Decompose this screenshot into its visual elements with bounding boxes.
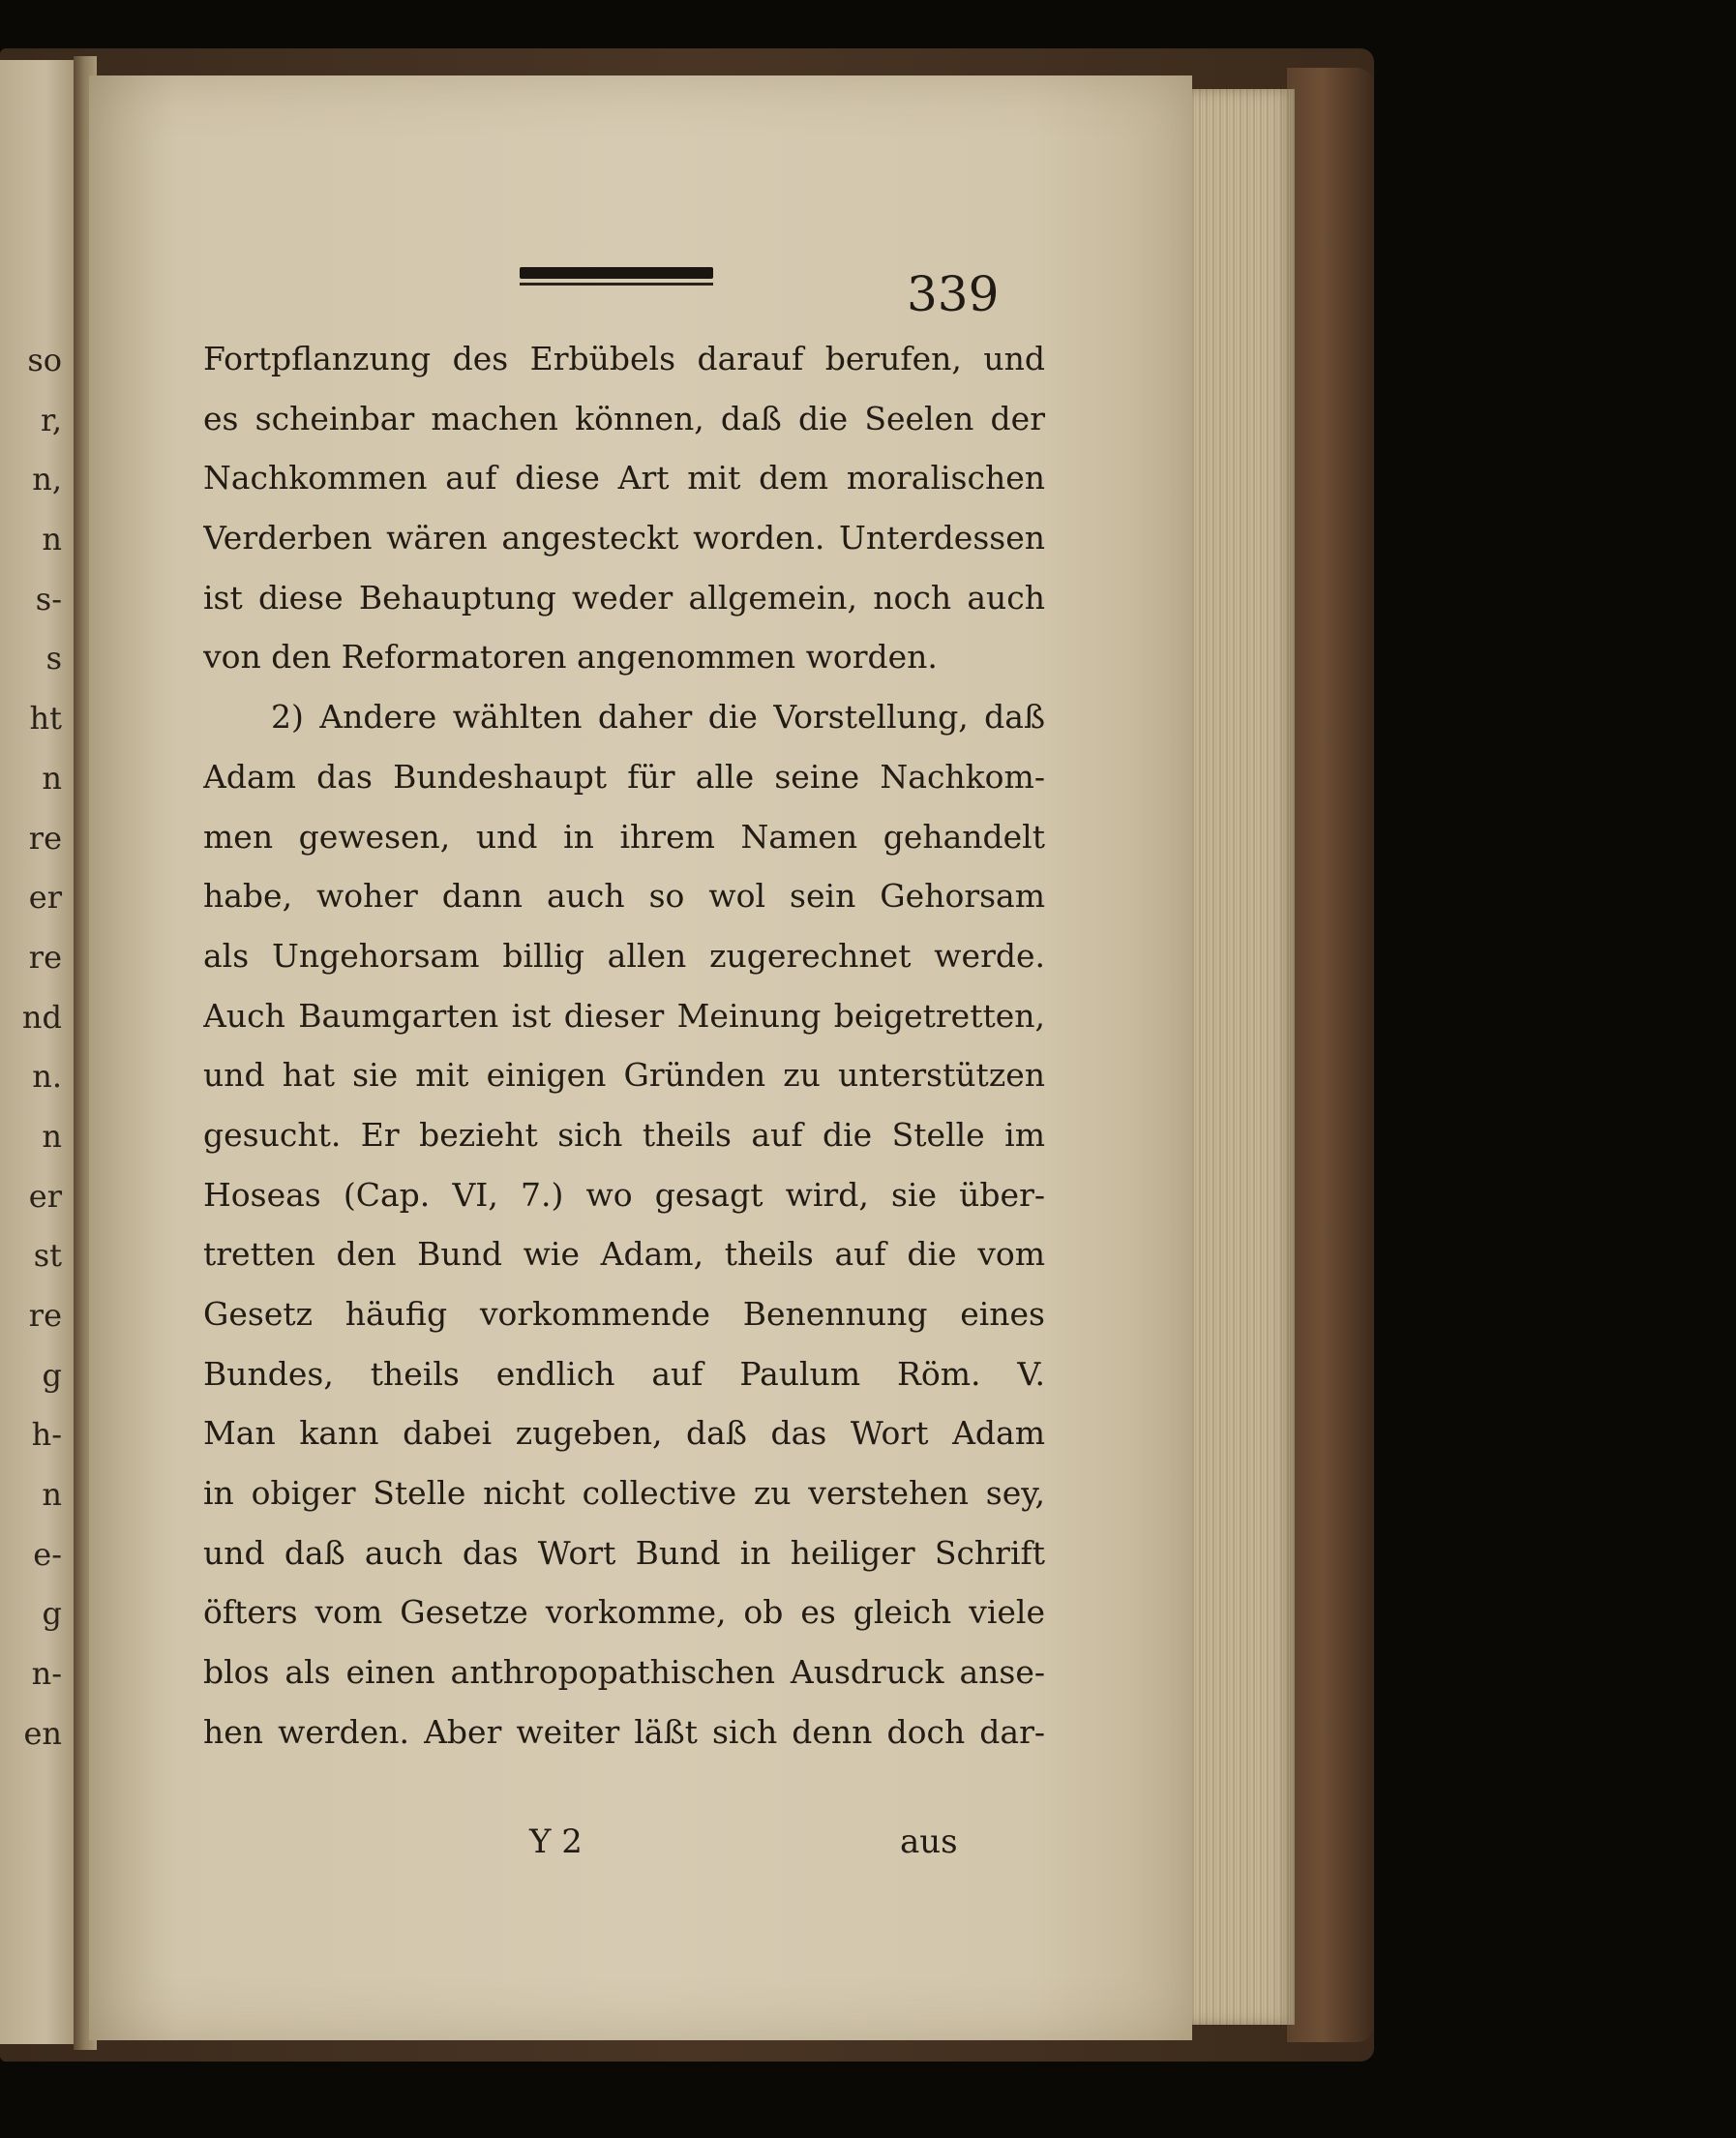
text-line: gesucht. Er bezieht sich theils auf die Stelle im <box>203 1115 1045 1154</box>
text-line: Bundes, theils endlich auf Paulum Röm. V. <box>203 1354 1045 1393</box>
left-page <box>0 60 75 2044</box>
left-line-end: re <box>28 938 62 976</box>
header-rule-thin <box>520 283 713 286</box>
left-line-end: g <box>42 1356 62 1394</box>
left-line-end: re <box>28 819 62 857</box>
text-line: Gesetz häufig vorkommende Benennung eines <box>203 1295 1045 1333</box>
text-line: Fortpflanzung des Erbübels darauf berufen, und <box>203 340 1045 377</box>
text-line: es scheinbar machen können, daß die Seelen der <box>203 399 1045 437</box>
text-line: als Ungehorsam billig allen zugerechnet werde. <box>203 936 1045 975</box>
left-line-end: n, <box>32 461 62 498</box>
text-line: 2) Andere wählten daher die Vorstellung, daß <box>271 698 1045 737</box>
text-line: hen werden. Aber weiter läßt sich denn doch dar- <box>203 1712 1045 1751</box>
left-line-end: st <box>33 1237 62 1275</box>
left-line-end: r, <box>41 401 62 438</box>
text-line: öfters vom Gesetze vorkomme, ob es gleich viele <box>203 1593 1045 1632</box>
left-line-end: s- <box>35 580 62 617</box>
text-line: Verderben wären angesteckt worden. Unterdessen <box>203 519 1045 557</box>
left-line-end: er <box>28 879 62 917</box>
left-line-end: g <box>42 1595 62 1633</box>
right-page <box>89 75 1192 2040</box>
left-line-end: nd <box>21 998 62 1036</box>
text-line: in obiger Stelle nicht collective zu verstehen sey, <box>203 1474 1045 1513</box>
left-line-end: re <box>28 1297 62 1334</box>
left-line-end: so <box>27 342 62 378</box>
text-line: men gewesen, und in ihrem Namen gehandelt <box>203 817 1045 856</box>
left-line-end: e- <box>33 1535 62 1573</box>
left-line-end: n <box>42 1476 62 1514</box>
text-line: von den Reformatoren angenommen worden. <box>203 638 938 677</box>
page-number: 339 <box>907 266 1000 322</box>
text-line: tretten den Bund wie Adam, theils auf die vom <box>203 1235 1045 1274</box>
text-line: Nachkommen auf diese Art mit dem moralischen <box>203 459 1045 497</box>
left-line-end: n. <box>32 1058 62 1096</box>
header-rule <box>520 267 713 279</box>
left-line-end: ht <box>29 700 62 738</box>
left-line-end: s <box>45 640 62 678</box>
body-text <box>203 329 1045 1762</box>
page-edges <box>1188 89 1295 2025</box>
text-line: blos als einen anthropopathischen Ausdruck anse- <box>203 1653 1045 1692</box>
text-line: und daß auch das Wort Bund in heiliger Schrift <box>203 1533 1045 1572</box>
left-line-end: n <box>42 521 62 558</box>
left-line-end: n <box>42 759 62 797</box>
left-page-line-ends <box>0 331 68 1764</box>
signature-mark: Y 2 <box>529 1822 583 1861</box>
text-line: Hoseas (Cap. VI, 7.) wo gesagt wird, sie über- <box>203 1175 1045 1214</box>
cover-edge <box>1287 68 1374 2042</box>
text-line: ist diese Behauptung weder allgemein, noch auch <box>203 578 1045 617</box>
left-line-end: h- <box>31 1416 62 1454</box>
text-line: Man kann dabei zugeben, daß das Wort Adam <box>203 1414 1045 1453</box>
left-line-end: n- <box>31 1655 62 1693</box>
left-line-end: er <box>28 1177 62 1215</box>
text-line: habe, woher dann auch so wol sein Gehorsam <box>203 877 1045 916</box>
text-line: und hat sie mit einigen Gründen zu unterstützen <box>203 1056 1045 1095</box>
catchword: aus <box>900 1822 958 1861</box>
text-line: Adam das Bundeshaupt für alle seine Nachkom- <box>203 757 1045 796</box>
text-line: Auch Baumgarten ist dieser Meinung beigetretten, <box>203 996 1045 1035</box>
left-line-end: en <box>23 1714 62 1752</box>
left-line-end: n <box>42 1117 62 1155</box>
